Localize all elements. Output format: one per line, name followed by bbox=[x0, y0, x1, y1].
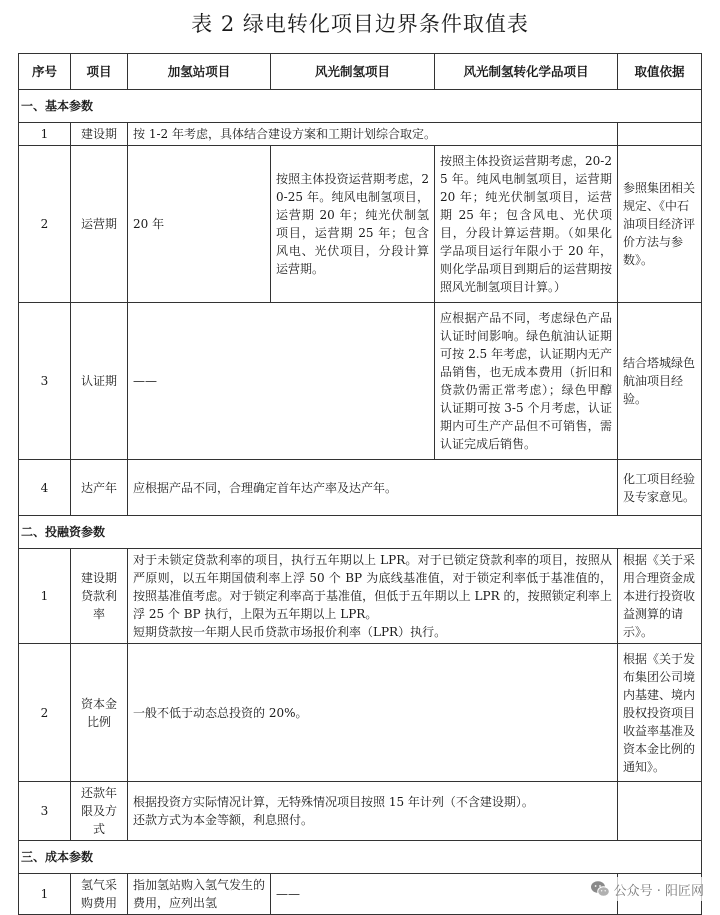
row-item: 建设期 bbox=[71, 123, 128, 146]
row-value-paragraph: 对于未锁定贷款利率的项目，执行五年期以上 LPR。对于已锁定贷款利率的项目，按照从严原则，以五年期国债利率上浮 50 个 BP 为底线基准值，对于锁定利率低于基准值的，按照基准值考虑。对于锁定利率高于基准值，但低于五年期以上 LPR 的，按照锁定利率上浮 25 个 BP 执行，上限为五年期以上 LPR。 bbox=[133, 553, 612, 621]
row-value bbox=[128, 549, 618, 644]
section-title-cost: 三、成本参数 bbox=[19, 841, 702, 874]
header-row bbox=[19, 54, 702, 90]
row-no: 1 bbox=[19, 549, 71, 644]
section-title-finance: 二、投融资参数 bbox=[19, 516, 702, 549]
row-value bbox=[128, 782, 618, 841]
section-row bbox=[19, 516, 702, 549]
col-header-item: 项目 bbox=[71, 54, 128, 90]
row-item: 还款年限及方式 bbox=[71, 782, 128, 841]
row-no: 3 bbox=[19, 303, 71, 460]
table-row bbox=[19, 303, 702, 460]
row-no: 1 bbox=[19, 874, 71, 915]
row-value: 一般不低于动态总投资的 20%。 bbox=[128, 644, 618, 782]
watermark-text: 公众号 · 阳匠网 bbox=[613, 883, 704, 899]
row-no: 1 bbox=[19, 123, 71, 146]
row-value-left: —— bbox=[128, 303, 435, 460]
col-header-wind-solar-chem: 风光制氢转化学品项目 bbox=[435, 54, 618, 90]
row-value: 应根据产品不同，合理确定首年达产率及达产年。 bbox=[128, 460, 618, 516]
table-row bbox=[19, 549, 702, 644]
row-value-hydrogen-station: 20 年 bbox=[128, 146, 271, 303]
watermark bbox=[586, 877, 708, 901]
row-basis: 化工项目经验及专家意见。 bbox=[618, 460, 702, 516]
row-value-hydrogen-station: 指加氢站购入氢气发生的费用，应列出氢 bbox=[128, 874, 271, 915]
row-item: 资本金比例 bbox=[71, 644, 128, 782]
row-basis: 根据《关于采用合理资金成本进行投资收益测算的请示》。 bbox=[618, 549, 702, 644]
table-row bbox=[19, 644, 702, 782]
table-title: 表 2 绿电转化项目边界条件取值表 bbox=[191, 12, 529, 36]
row-value-paragraph: 短期贷款按一年期人民币贷款市场报价利率（LPR）执行。 bbox=[133, 625, 447, 639]
col-header-hydrogen-station: 加氢站项目 bbox=[128, 54, 271, 90]
row-no: 3 bbox=[19, 782, 71, 841]
section-row bbox=[19, 841, 702, 874]
section-title-basic: 一、基本参数 bbox=[19, 90, 702, 123]
table-row bbox=[19, 782, 702, 841]
boundary-conditions-table bbox=[18, 53, 702, 915]
table-row bbox=[19, 123, 702, 146]
row-item: 建设期贷款利率 bbox=[71, 549, 128, 644]
row-basis bbox=[618, 782, 702, 841]
row-basis bbox=[618, 123, 702, 146]
row-item: 运营期 bbox=[71, 146, 128, 303]
row-value-wind-solar-chem: 按照主体投资运营期考虑，20-25 年。纯风电制氢项目，运营期 20 年；纯光伏制氢项目，运营期 25 年；包含风电、光伏项目，分段计算运营期。（如果化学品项目运行年限小于 20 年，则化学品项目到期后的运营期按照风光制氢项目计算。） bbox=[435, 146, 618, 303]
row-value-wind-solar-chem: 应根据产品不同，考虑绿色产品认证时间影响。绿色航油认证期可按 2.5 年考虑，认证期内无产品销售，也无成本费用（折旧和贷款仍需正常考虑）；绿色甲醇认证期可按 3-5 个月考虑，认证期内可生产产品但不可销售，需认证完成后销售。 bbox=[435, 303, 618, 460]
row-basis: 参照集团相关规定、《中石油项目经济评价方法与参数》。 bbox=[618, 146, 702, 303]
table-row bbox=[19, 146, 702, 303]
row-value-other: —— bbox=[271, 874, 618, 915]
row-value-wind-solar-h2: 按照主体投资运营期考虑，20-25 年。纯风电制氢项目，运营期 20 年；纯光伏制氢项目，运营期 25 年；包含风电、光伏项目，分段计算运营期。 bbox=[271, 146, 435, 303]
col-header-basis: 取值依据 bbox=[618, 54, 702, 90]
table-row bbox=[19, 460, 702, 516]
row-basis: 结合塔城绿色航油项目经验。 bbox=[618, 303, 702, 460]
row-no: 4 bbox=[19, 460, 71, 516]
row-item: 认证期 bbox=[71, 303, 128, 460]
row-no: 2 bbox=[19, 644, 71, 782]
col-header-wind-solar-h2: 风光制氢项目 bbox=[271, 54, 435, 90]
row-item: 氢气采购费用 bbox=[71, 874, 128, 915]
col-header-no: 序号 bbox=[19, 54, 71, 90]
row-item: 达产年 bbox=[71, 460, 128, 516]
row-basis: 根据《关于发布集团公司境内基建、境内股权投资项目收益率基准及资本金比例的通知》。 bbox=[618, 644, 702, 782]
row-no: 2 bbox=[19, 146, 71, 303]
section-row bbox=[19, 90, 702, 123]
row-value: 按 1-2 年考虑，具体结合建设方案和工期计划综合取定。 bbox=[128, 123, 618, 146]
wechat-icon bbox=[590, 880, 610, 898]
row-value-paragraph: 还款方式为本金等额，利息照付。 bbox=[133, 813, 314, 827]
row-value-paragraph: 根据投资方实际情况计算，无特殊情况项目按照 15 年计列（不含建设期）。 bbox=[133, 795, 534, 809]
